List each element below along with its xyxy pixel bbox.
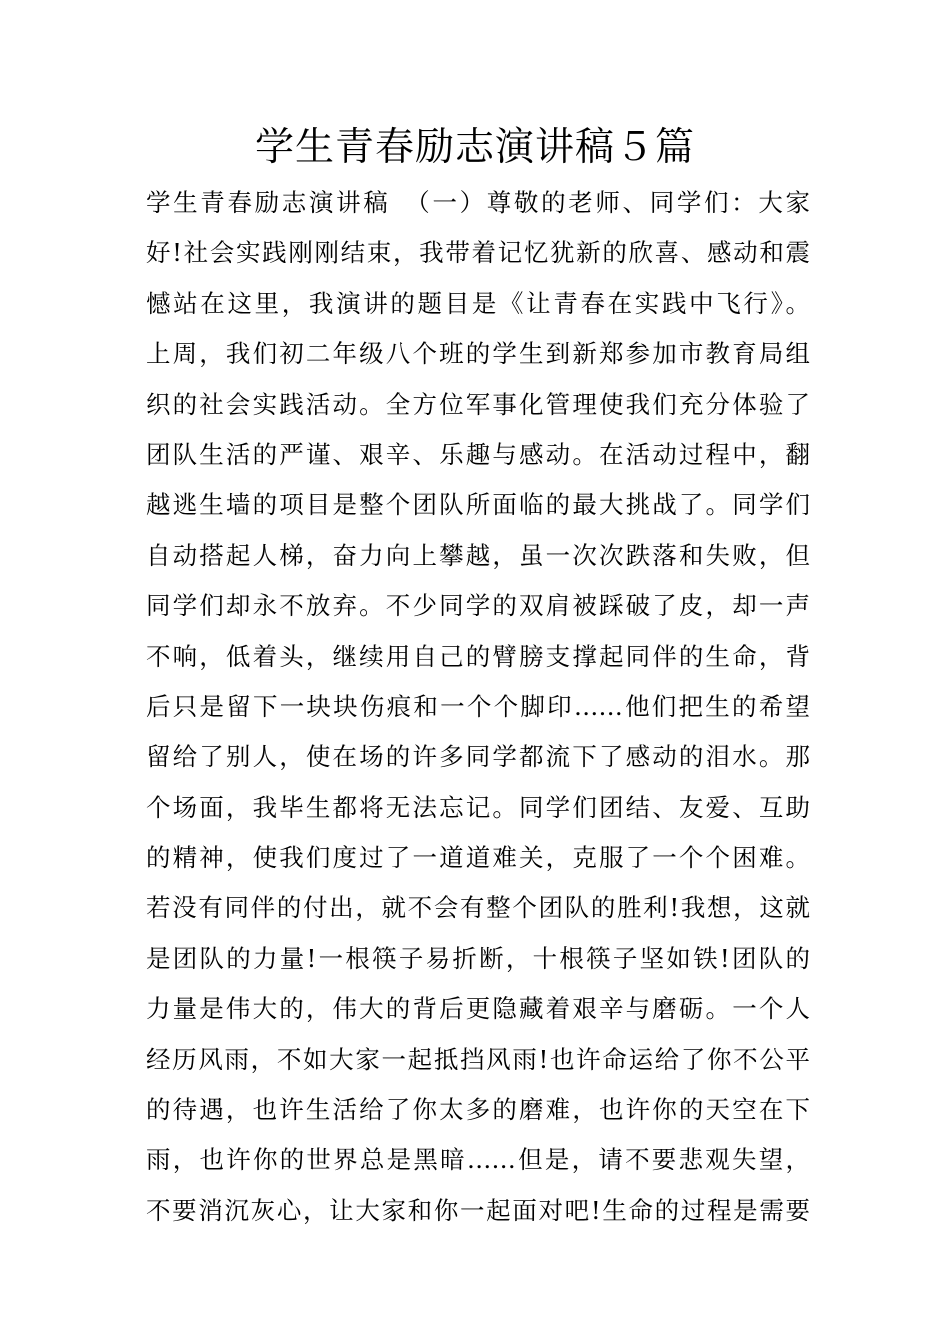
text-line: 同学们却永不放弃。不少同学的双肩被踩破了皮，却一声 [146,591,810,621]
text-line: 上周，我们初二年级八个班的学生到新郑参加市教育局组 [146,339,810,369]
text-line: 雨，也许你的世界总是黑暗……但是，请不要悲观失望， [146,1145,810,1175]
text-line: 个场面，我毕生都将无法忘记。同学们团结、友爱、互助 [146,792,810,822]
text-line: 憾站在这里，我演讲的题目是《让青春在实践中飞行》。 [146,288,810,318]
text-line: 是团队的力量!一根筷子易折断，十根筷子坚如铁!团队的 [146,943,810,973]
text-line: 好!社会实践刚刚结束，我带着记忆犹新的欣喜、感动和震 [146,238,810,268]
text-line: 织的社会实践活动。全方位军事化管理使我们充分体验了 [146,389,810,419]
text-line: 留给了别人，使在场的许多同学都流下了感动的泪水。那 [146,742,810,772]
text-line: 不要消沉灰心，让大家和你一起面对吧!生命的过程是需要 [146,1195,810,1225]
document-title: 学生青春励志演讲稿５篇 [254,125,695,170]
text-line: 的精神，使我们度过了一道道难关，克服了一个个困难。 [146,843,810,873]
text-line: 团队生活的严谨、艰辛、乐趣与感动。在活动过程中，翻 [146,439,810,469]
text-line: 学生青春励志演讲稿 （一）尊敬的老师、同学们：大家 [146,188,810,217]
text-line: 后只是留下一块块伤痕和一个个脚印……他们把生的希望 [146,691,810,721]
text-line: 自动搭起人梯，奋力向上攀越，虽一次次跌落和失败，但 [146,540,810,570]
text-line: 若没有同伴的付出，就不会有整个团队的胜利!我想，这就 [146,893,810,923]
text-line: 经历风雨，不如大家一起抵挡风雨!也许命运给了你不公平 [146,1044,810,1074]
text-line: 越逃生墙的项目是整个团队所面临的最大挑战了。同学们 [146,490,810,520]
text-line: 的待遇，也许生活给了你太多的磨难，也许你的天空在下 [146,1095,810,1125]
text-line: 力量是伟大的，伟大的背后更隐藏着艰辛与磨砺。一个人 [146,994,810,1024]
text-line: 不响，低着头，继续用自己的臂膀支撑起同伴的生命，背 [146,641,810,671]
document-body [146,178,810,1236]
